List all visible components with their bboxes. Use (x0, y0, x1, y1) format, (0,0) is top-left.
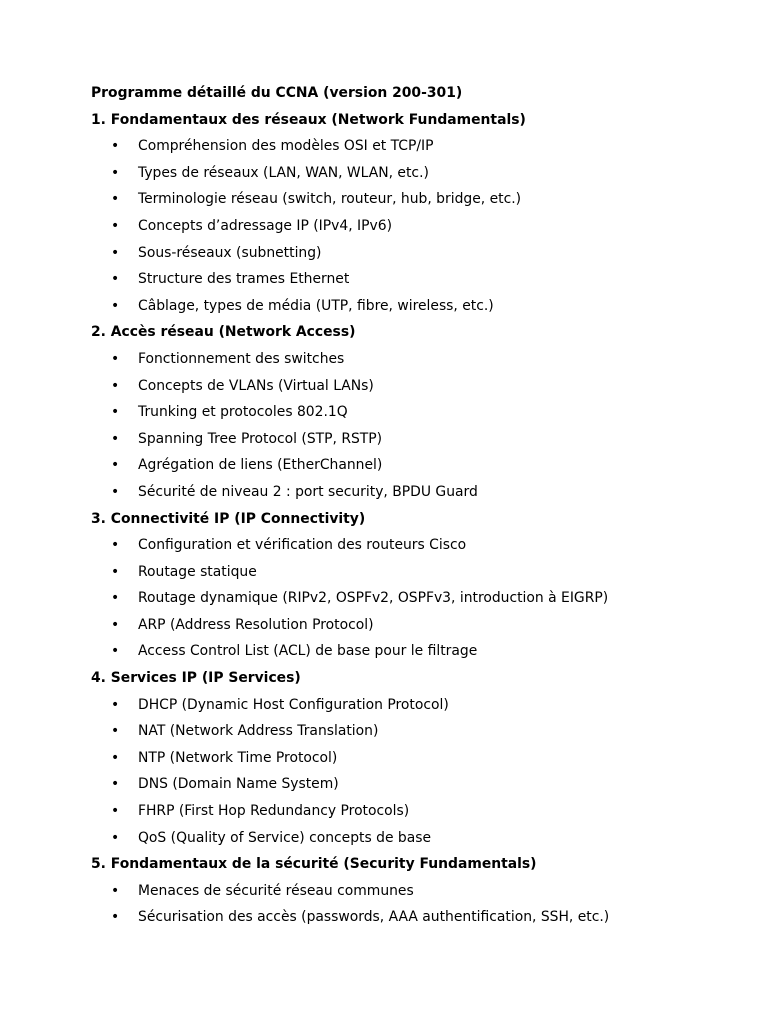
list-item-text: Concepts d’adressage IP (IPv4, IPv6) (138, 217, 392, 234)
bullet-icon: • (111, 909, 120, 926)
list-item (91, 349, 731, 376)
bullet-icon: • (111, 217, 120, 234)
section-4 (91, 668, 731, 854)
bullet-icon: • (111, 882, 120, 899)
bullet-icon: • (111, 696, 120, 713)
list-item-text: FHRP (First Hop Redundancy Protocols) (138, 803, 410, 820)
list-item (91, 429, 731, 456)
bullet-icon: • (111, 749, 120, 766)
list-item-text: Routage statique (138, 563, 257, 580)
bullet-icon: • (111, 723, 120, 740)
list-item (91, 402, 731, 429)
document-page (91, 83, 731, 934)
bullet-list (91, 881, 731, 934)
list-item-text: QoS (Quality of Service) concepts de base (138, 829, 432, 846)
section-2 (91, 322, 731, 508)
list-item-text: Access Control List (ACL) de base pour le filtrage (138, 643, 478, 660)
list-item-text: Structure des trames Ethernet (138, 271, 350, 288)
list-item (91, 455, 731, 482)
list-item-text: Sécurisation des accès (passwords, AAA authentification, SSH, etc.) (138, 909, 610, 926)
list-item-text: Configuration et vérification des routeurs Cisco (138, 537, 467, 554)
section-5 (91, 854, 731, 934)
section-heading: 1. Fondamentaux des réseaux (Network Fundamentals) (91, 111, 526, 128)
list-item-text: ARP (Address Resolution Protocol) (138, 616, 374, 633)
list-item (91, 269, 731, 296)
list-item (91, 482, 731, 509)
bullet-icon: • (111, 244, 120, 261)
bullet-icon: • (111, 404, 120, 421)
list-item (91, 376, 731, 403)
document-title: Programme détaillé du CCNA (version 200-301) (91, 85, 463, 101)
list-item-text: Sous-réseaux (subnetting) (138, 244, 322, 261)
section-1 (91, 110, 731, 323)
bullet-icon: • (111, 829, 120, 846)
list-item (91, 641, 731, 668)
list-item-text: DNS (Domain Name System) (138, 776, 339, 793)
bullet-icon: • (111, 537, 120, 554)
list-item (91, 562, 731, 589)
section-heading: 3. Connectivité IP (IP Connectivity) (91, 510, 366, 527)
list-item-text: Agrégation de liens (EtherChannel) (138, 457, 383, 474)
list-item-text: Terminologie réseau (switch, routeur, hub, bridge, etc.) (138, 191, 522, 208)
list-item (91, 907, 731, 934)
bullet-icon: • (111, 350, 120, 367)
list-item (91, 136, 731, 163)
list-item (91, 828, 731, 855)
list-item (91, 721, 731, 748)
list-item (91, 163, 731, 190)
section-heading: 4. Services IP (IP Services) (91, 670, 301, 687)
section-heading: 2. Accès réseau (Network Access) (91, 324, 356, 341)
bullet-icon: • (111, 803, 120, 820)
list-item-text: DHCP (Dynamic Host Configuration Protocol) (138, 696, 449, 713)
list-item-text: Compréhension des modèles OSI et TCP/IP (138, 138, 434, 155)
list-item (91, 881, 731, 908)
list-item-text: Spanning Tree Protocol (STP, RSTP) (138, 430, 383, 447)
bullet-icon: • (111, 457, 120, 474)
list-item (91, 588, 731, 615)
bullet-icon: • (111, 483, 120, 500)
bullet-list (91, 349, 731, 509)
list-item (91, 216, 731, 243)
list-item (91, 695, 731, 722)
bullet-list (91, 695, 731, 855)
list-item-text: Routage dynamique (RIPv2, OSPFv2, OSPFv3, introduction à EIGRP) (138, 590, 609, 607)
bullet-icon: • (111, 776, 120, 793)
section-3 (91, 509, 731, 669)
bullet-icon: • (111, 138, 120, 155)
bullet-icon: • (111, 297, 120, 314)
bullet-icon: • (111, 271, 120, 288)
bullet-icon: • (111, 377, 120, 394)
bullet-icon: • (111, 563, 120, 580)
section-list (91, 110, 731, 934)
bullet-list (91, 535, 731, 668)
bullet-icon: • (111, 164, 120, 181)
list-item-text: NAT (Network Address Translation) (138, 723, 379, 740)
list-item (91, 296, 731, 323)
list-item-text: Fonctionnement des switches (138, 350, 345, 367)
bullet-list (91, 136, 731, 322)
list-item-text: NTP (Network Time Protocol) (138, 749, 338, 766)
list-item (91, 748, 731, 775)
list-item (91, 535, 731, 562)
list-item-text: Types de réseaux (LAN, WAN, WLAN, etc.) (138, 164, 429, 181)
list-item (91, 801, 731, 828)
list-item (91, 243, 731, 270)
bullet-icon: • (111, 191, 120, 208)
list-item-text: Concepts de VLANs (Virtual LANs) (138, 377, 374, 394)
bullet-icon: • (111, 616, 120, 633)
bullet-icon: • (111, 430, 120, 447)
bullet-icon: • (111, 643, 120, 660)
list-item-text: Câblage, types de média (UTP, fibre, wireless, etc.) (138, 297, 494, 314)
list-item-text: Menaces de sécurité réseau communes (138, 882, 414, 899)
list-item-text: Trunking et protocoles 802.1Q (138, 404, 348, 421)
list-item-text: Sécurité de niveau 2 : port security, BPDU Guard (138, 483, 478, 500)
section-heading: 5. Fondamentaux de la sécurité (Security Fundamentals) (91, 856, 537, 873)
list-item (91, 189, 731, 216)
list-item (91, 615, 731, 642)
bullet-icon: • (111, 590, 120, 607)
list-item (91, 774, 731, 801)
